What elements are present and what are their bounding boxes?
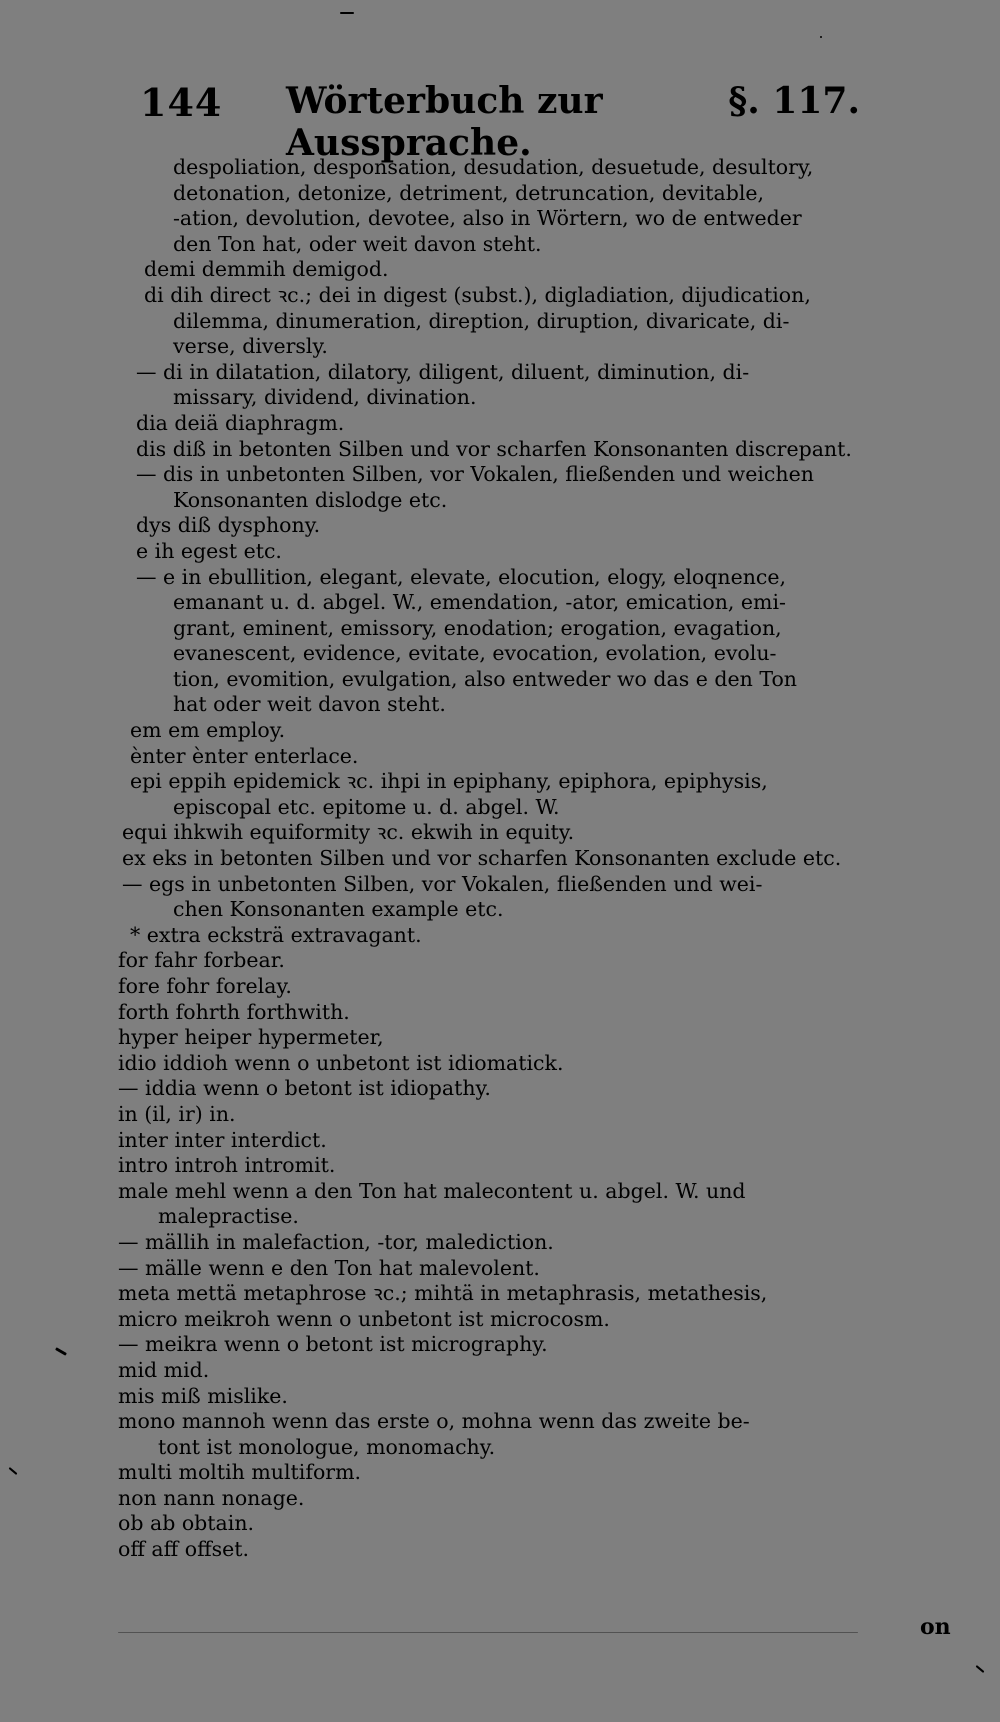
text-line: demi demmih demigod. (144, 257, 389, 282)
text-line: -ation, devolution, devotee, also in Wörtern, wo de entweder (173, 206, 802, 231)
text-line: — dis in unbetonten Silben, vor Vokalen, fließenden und weichen (136, 462, 814, 487)
text-line: forth fohrth forthwith. (118, 999, 350, 1024)
text-line: epi eppih epidemick ꝛc. ihpi in epiphany, epiphora, epiphysis, (130, 769, 768, 794)
text-line: mono mannoh wenn das erste o, mohna wenn das zweite be- (118, 1409, 750, 1434)
scan-speck (9, 1467, 18, 1475)
text-line: off aff offset. (118, 1537, 250, 1562)
text-line: mid mid. (118, 1357, 210, 1382)
text-line: — egs in unbetonten Silben, vor Vokalen, fließenden und wei- (122, 871, 763, 896)
text-line: dis diß in betonten Silben und vor scharfen Konsonanten discrepant. (136, 436, 852, 461)
text-line: di dih direct ꝛc.; dei in digest (subst.), digladiation, dijudication, (144, 282, 811, 307)
text-line: grant, eminent, emissory, enodation; erogation, evagation, (173, 615, 782, 640)
text-line: missary, dividend, divination. (173, 385, 477, 410)
text-line: ob ab obtain. (118, 1511, 255, 1536)
scan-speck (55, 1347, 67, 1356)
text-line: despoliation, desponsation, desudation, desuetude, desultory, (173, 155, 814, 179)
text-line: — di in dilatation, dilatory, diligent, diluent, diminution, di- (136, 359, 750, 384)
text-line: em em employ. (130, 718, 286, 743)
text-line: dia deiä diaphragm. (136, 410, 345, 435)
text-line: fore fohr forelay. (118, 974, 292, 998)
text-line: chen Konsonanten example etc. (173, 897, 504, 922)
text-line: mis miß mislike. (118, 1383, 288, 1408)
text-line: intro introh intromit. (118, 1153, 336, 1178)
running-title: Wörterbuch zur Aussprache. (286, 80, 603, 164)
text-line: micro meikroh wenn o unbetont ist microcosm. (118, 1306, 610, 1331)
text-line: tion, evomition, evulgation, also entweder wo das e den Ton (173, 666, 797, 691)
text-line: male mehl wenn a den Ton hat malecontent u. abgel. W. und (118, 1178, 746, 1203)
text-line: emanant u. d. abgel. W., emendation, -ator, emication, emi- (173, 590, 786, 615)
text-line: meta mettä metaphrose ꝛc.; mihtä in metaphrasis, metathesis, (118, 1281, 768, 1306)
text-line: — iddia wenn o betont ist idiopathy. (118, 1076, 491, 1101)
text-line: dilemma, dinumeration, direption, diruption, divaricate, di- (173, 308, 790, 333)
text-line: multi moltih multiform. (118, 1460, 362, 1485)
text-line: den Ton hat, oder weit davon steht. (173, 231, 542, 256)
text-line: — meikra wenn o betont ist micrography. (118, 1332, 548, 1357)
dictionary-text (118, 155, 968, 1563)
scan-speck (340, 12, 354, 14)
text-line: hat oder weit davon steht. (173, 692, 446, 717)
text-line: e ih egest etc. (136, 538, 282, 563)
text-line: — mällih in malefaction, -tor, malediction. (118, 1229, 554, 1254)
page-number: 144 (140, 80, 223, 125)
text-line: for fahr forbear. (118, 948, 285, 973)
text-line: non nann nonage. (118, 1485, 305, 1510)
text-line: tont ist monologue, monomachy. (158, 1434, 496, 1459)
text-line: hyper heiper hypermeter, (118, 1025, 384, 1050)
scan-speck (118, 1632, 858, 1633)
text-line: inter inter interdict. (118, 1127, 327, 1152)
text-line: evanescent, evidence, evitate, evocation, evolation, evolu- (173, 641, 777, 666)
section-number: §. 117. (728, 80, 860, 122)
text-line: idio iddioh wenn o unbetont ist idiomatick. (118, 1050, 564, 1075)
text-line: malepractise. (158, 1204, 299, 1229)
text-line: — e in ebullition, elegant, elevate, elocution, elogy, eloqnence, (136, 564, 787, 589)
text-line: ènter ènter enterlace. (130, 743, 359, 768)
scan-speck (976, 1665, 985, 1673)
text-line: verse, diversly. (173, 334, 328, 359)
text-line: in (il, ir) in. (118, 1101, 236, 1126)
text-line: — mälle wenn e den Ton hat malevolent. (118, 1255, 540, 1280)
text-line: Konsonanten dislodge etc. (173, 487, 448, 512)
text-line: equi ihkwih equiformity ꝛc. ekwih in equity. (122, 820, 575, 845)
text-line: detonation, detonize, detriment, detruncation, devitable, (173, 180, 765, 205)
text-line: * extra ecksträ extravagant. (130, 922, 422, 947)
text-line: ex eks in betonten Silben und vor scharfen Konsonanten exclude etc. (122, 846, 842, 871)
scan-speck (820, 36, 822, 38)
page-header (140, 80, 860, 164)
catchword: on (920, 1614, 951, 1640)
text-line: episcopal etc. epitome u. d. abgel. W. (173, 794, 560, 819)
text-line: dys diß dysphony. (136, 513, 321, 538)
